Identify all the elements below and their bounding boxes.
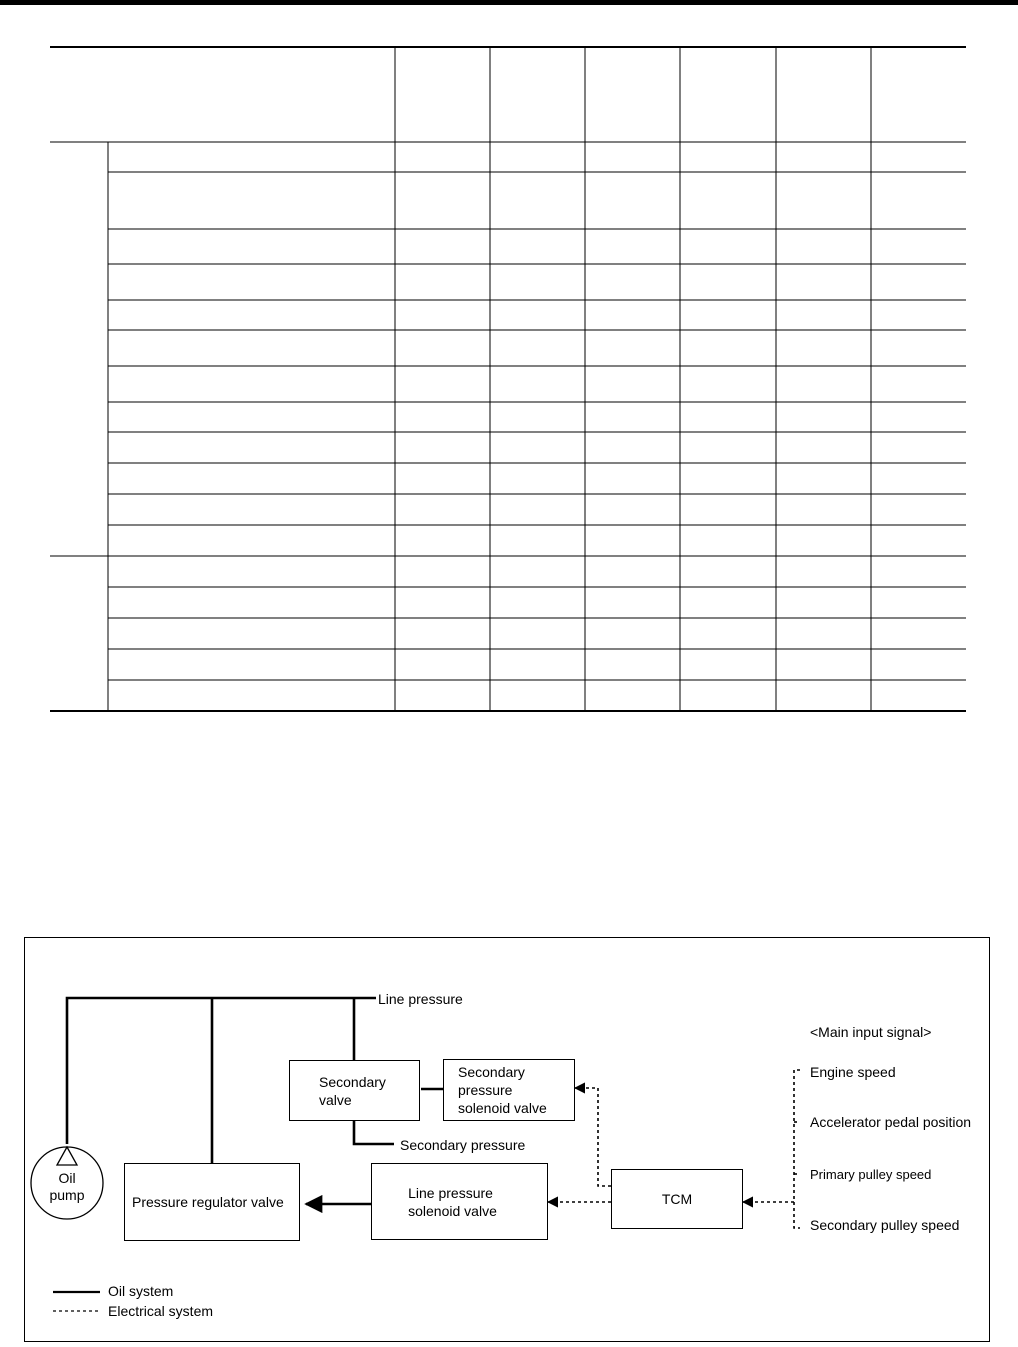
line-pressure-control-diagram [24,937,990,1342]
input-engine-speed: Engine speed [810,1064,896,1080]
oil-pump-label-line-1: Oil [58,1170,76,1186]
secondary-valve-box [289,1060,420,1121]
tcm-box [611,1169,743,1229]
secondary-pressure-pipe [354,1121,394,1144]
main-input-signal-heading: <Main input signal> [810,1024,932,1040]
line-pressure-solenoid-valve-box [371,1163,548,1240]
tcm-to-secondary-solenoid-signal [575,1088,611,1186]
input-signal-bus [794,1070,800,1228]
sps-valve-line-2: pressure [458,1082,513,1098]
lps-valve-line-1: Line pressure [408,1184,493,1201]
input-secondary-pulley-speed: Secondary pulley speed [810,1217,960,1233]
oil-pump-label-line-2: pump [49,1187,85,1203]
legend-electrical-system: Electrical system [108,1303,214,1319]
secondary-pressure-label: Secondary pressure [400,1137,526,1153]
secondary-valve-line-1: Secondary [319,1073,386,1090]
tcm-label: TCM [661,1191,693,1207]
pressure-regulator-valve-box [124,1163,300,1241]
legend-oil-system: Oil system [108,1283,174,1299]
oil-pump-label [37,1170,97,1204]
pressure-regulator-valve-label: Pressure regulator valve [132,1194,284,1210]
sps-valve-line-1: Secondary [458,1064,525,1080]
input-accelerator-pedal-position: Accelerator pedal position [810,1114,972,1130]
secondary-valve-line-2: valve [319,1091,352,1108]
sps-valve-line-3: solenoid valve [458,1100,547,1116]
line-pressure-label: Line pressure [378,991,463,1007]
secondary-pressure-solenoid-valve-box [443,1059,575,1121]
input-primary-pulley-speed: Primary pulley speed [810,1167,932,1182]
lps-valve-line-2: solenoid valve [408,1202,497,1219]
